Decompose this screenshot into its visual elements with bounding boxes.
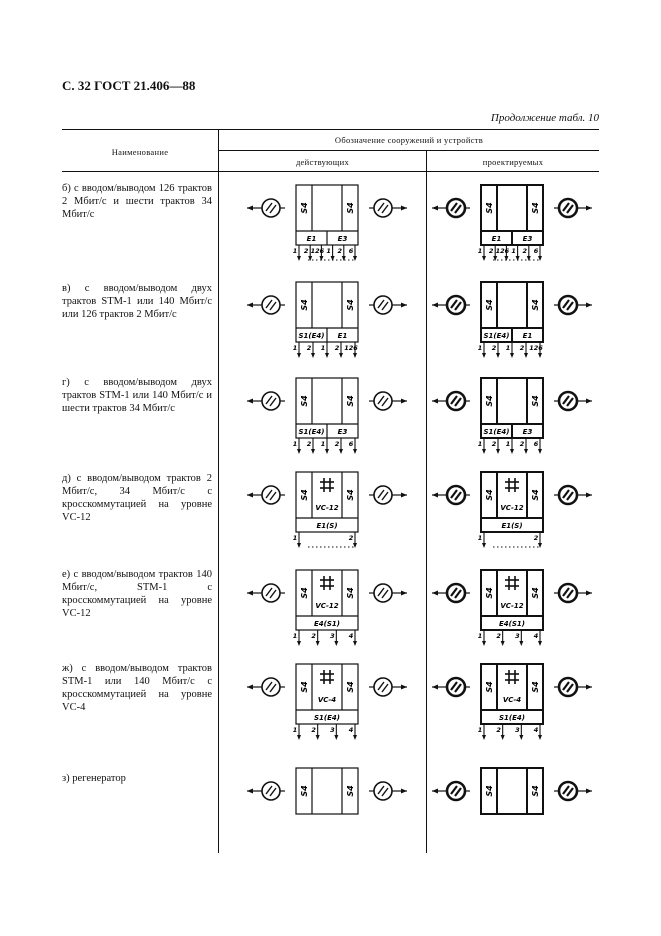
bottom-interface-label: E1(S) xyxy=(501,522,523,530)
side-label-east: S4 xyxy=(346,587,355,599)
designed-multiplexer-symbol xyxy=(421,570,621,665)
pin-number-label: 4 xyxy=(533,726,539,734)
row-name: б) с вводом/выводом 126 трактов 2 Мбит/с и шести трактов 34 Мбит/с xyxy=(62,183,212,220)
existing-multiplexer-symbol xyxy=(236,378,436,473)
pin-number-label: 1 xyxy=(292,440,298,448)
bottom-interface-label: S1(E4) xyxy=(314,714,340,722)
pin-number-label: 1 xyxy=(292,726,298,734)
bottom-interface-label: E1(S) xyxy=(316,522,338,530)
bottom-interface-label: E4(S1) xyxy=(314,620,340,628)
pin-number-label: 1 xyxy=(292,344,298,352)
regenerator-circle-icon xyxy=(262,296,280,314)
side-label-west: S4 xyxy=(485,489,494,501)
bottom-interface-left-label: S1(E4) xyxy=(483,428,510,436)
regenerator-circle-icon xyxy=(262,486,280,504)
cross-connect-level-label: VC-12 xyxy=(315,602,339,610)
pin-number-label: 2 xyxy=(306,440,312,448)
bottom-interface-right-label: E1 xyxy=(337,332,348,340)
bottom-interface-left-label: E1 xyxy=(306,235,317,243)
pin-number-label: 2 xyxy=(491,440,497,448)
row-name: з) регенератор xyxy=(62,773,126,784)
pin-number-label: 2 xyxy=(488,247,494,255)
regenerator-circle-icon xyxy=(374,296,392,314)
regenerator-circle-icon xyxy=(374,678,392,696)
side-label-east: S4 xyxy=(531,395,540,407)
side-label-east: S4 xyxy=(346,395,355,407)
side-label-west: S4 xyxy=(300,202,309,214)
pin-number-label: 2 xyxy=(306,344,312,352)
pin-number-label: 4 xyxy=(348,632,354,640)
pin-number-label: 1 xyxy=(505,440,511,448)
designed-multiplexer-symbol xyxy=(421,472,621,567)
regenerator-circle-icon xyxy=(262,678,280,696)
cross-connect-level-label: VC-12 xyxy=(315,504,339,512)
pin-number-label: 6 xyxy=(348,440,354,448)
pin-number-label: 2 xyxy=(337,247,343,255)
cross-connect-level-label: VC-12 xyxy=(500,602,524,610)
side-label-west: S4 xyxy=(485,785,494,797)
name-column-divider xyxy=(218,129,219,853)
cross-connect-level-label: VC-4 xyxy=(317,696,337,704)
pin-number-label: 2 xyxy=(496,726,501,734)
side-label-east: S4 xyxy=(346,681,355,693)
pin-number-label: 4 xyxy=(348,726,354,734)
pin-number-label: 3 xyxy=(515,632,520,640)
side-label-west: S4 xyxy=(300,681,309,693)
pin-number-label: 2 xyxy=(522,247,528,255)
pin-number-label: 1 xyxy=(292,632,298,640)
bottom-interface-right-label: E3 xyxy=(522,235,533,243)
pin-number-label: 1 xyxy=(477,440,483,448)
pin-number-label: 126 xyxy=(310,247,325,255)
designed-multiplexer-symbol xyxy=(421,378,621,473)
pin-number-label: 1 xyxy=(477,632,483,640)
row-name: в) с вводом/выводом двух трактов STM-1 или 140 Мбит/с или 126 трактов 2 Мбит/с xyxy=(62,283,212,320)
cross-connect-level-label: VC-12 xyxy=(500,504,524,512)
regenerator-circle-icon xyxy=(374,199,392,217)
pin-number-label: 2 xyxy=(496,632,501,640)
pin-number-label: 1 xyxy=(477,726,483,734)
designed-multiplexer-symbol xyxy=(421,282,621,377)
table-top-rule xyxy=(62,129,599,130)
pin-number-label: 1 xyxy=(477,247,483,255)
side-label-east: S4 xyxy=(531,681,540,693)
table-continuation-note: Продолжение табл. 10 xyxy=(490,112,599,124)
pin-number-label: 2 xyxy=(533,534,539,542)
side-label-east: S4 xyxy=(531,299,540,311)
regenerator-circle-icon xyxy=(559,584,577,602)
bottom-interface-right-label: E3 xyxy=(522,428,533,436)
regenerator-circle-icon xyxy=(559,392,577,410)
regenerator-circle-icon xyxy=(262,199,280,217)
designed-multiplexer-symbol xyxy=(421,768,621,863)
pin-number-label: 126 xyxy=(495,247,510,255)
column-header-designed: проектируемых xyxy=(482,157,544,167)
regenerator-circle-icon xyxy=(262,782,280,800)
row-name: г) с вводом/выводом двух трактов STM-1 или 140 Мбит/с и шести трактов 34 Мбит/с xyxy=(62,377,212,414)
row-name: ж) с вводом/выводом трактов STM-1 или 140 Мбит/с с кросскоммутацией на уровне VC-4 xyxy=(62,663,212,713)
cross-connect-level-label: VC-4 xyxy=(502,696,522,704)
regenerator-circle-icon xyxy=(559,486,577,504)
regenerator-circle-icon xyxy=(374,392,392,410)
regenerator-circle-icon xyxy=(559,782,577,800)
side-label-west: S4 xyxy=(485,299,494,311)
regenerator-circle-icon xyxy=(447,296,465,314)
side-label-east: S4 xyxy=(531,587,540,599)
pin-number-label: 1 xyxy=(292,247,298,255)
designed-multiplexer-symbol xyxy=(421,185,621,280)
pin-number-label: 1 xyxy=(320,344,326,352)
row-name: д) с вводом/выводом трактов 2 Мбит/с, 34 Мбит/с с кросскоммутацией на уровне VC-12 xyxy=(62,473,212,523)
regenerator-circle-icon xyxy=(447,199,465,217)
side-label-east: S4 xyxy=(531,785,540,797)
bottom-interface-right-label: E3 xyxy=(337,428,348,436)
bottom-interface-left-label: S1(E4) xyxy=(298,332,325,340)
pin-number-label: 2 xyxy=(491,344,497,352)
regenerator-circle-icon xyxy=(559,199,577,217)
side-label-west: S4 xyxy=(300,587,309,599)
pin-number-label: 126 xyxy=(344,344,358,352)
designed-multiplexer-symbol xyxy=(421,664,621,759)
bottom-interface-label: S1(E4) xyxy=(499,714,525,722)
existing-multiplexer-symbol xyxy=(236,185,436,280)
pin-number-label: 1 xyxy=(511,247,516,255)
regenerator-circle-icon xyxy=(374,486,392,504)
pin-number-label: 1 xyxy=(505,344,511,352)
header-bottom-rule xyxy=(62,171,599,172)
pin-number-label: 126 xyxy=(529,344,543,352)
side-label-west: S4 xyxy=(300,785,309,797)
regenerator-circle-icon xyxy=(447,486,465,504)
side-label-west: S4 xyxy=(485,587,494,599)
regenerator-circle-icon xyxy=(447,782,465,800)
pin-number-label: 3 xyxy=(330,726,335,734)
pin-number-label: 6 xyxy=(533,440,539,448)
regenerator-circle-icon xyxy=(374,782,392,800)
pin-number-label: 2 xyxy=(311,632,316,640)
pin-number-label: 2 xyxy=(334,344,340,352)
side-label-east: S4 xyxy=(346,299,355,311)
bottom-interface-right-label: E1 xyxy=(522,332,533,340)
bottom-interface-label: E4(S1) xyxy=(499,620,525,628)
pin-number-label: 1 xyxy=(320,440,326,448)
side-label-east: S4 xyxy=(346,785,355,797)
regenerator-circle-icon xyxy=(262,584,280,602)
regenerator-circle-icon xyxy=(447,678,465,696)
side-label-west: S4 xyxy=(485,202,494,214)
side-label-west: S4 xyxy=(485,681,494,693)
pin-number-label: 1 xyxy=(477,534,483,542)
regenerator-circle-icon xyxy=(559,678,577,696)
regenerator-circle-icon xyxy=(447,584,465,602)
regenerator-circle-icon xyxy=(559,296,577,314)
side-label-east: S4 xyxy=(531,489,540,501)
regenerator-circle-icon xyxy=(262,392,280,410)
side-label-east: S4 xyxy=(346,489,355,501)
pin-number-label: 6 xyxy=(533,247,539,255)
column-header-name: Наименование xyxy=(111,147,169,157)
pin-number-label: 1 xyxy=(477,344,483,352)
side-label-west: S4 xyxy=(300,299,309,311)
existing-multiplexer-symbol xyxy=(236,768,436,863)
pin-number-label: 1 xyxy=(292,534,298,542)
pin-number-label: 6 xyxy=(348,247,354,255)
side-label-east: S4 xyxy=(531,202,540,214)
pin-number-label: 2 xyxy=(519,440,525,448)
side-label-west: S4 xyxy=(485,395,494,407)
existing-multiplexer-symbol xyxy=(236,282,436,377)
pin-number-label: 2 xyxy=(334,440,340,448)
regenerator-circle-icon xyxy=(447,392,465,410)
existing-multiplexer-symbol xyxy=(236,570,436,665)
side-label-east: S4 xyxy=(346,202,355,214)
column-header-group: Обозначение сооружений и устройств xyxy=(334,135,484,145)
page-header: С. 32 ГОСТ 21.406—88 xyxy=(62,78,196,93)
pin-number-label: 2 xyxy=(519,344,525,352)
bottom-interface-left-label: S1(E4) xyxy=(483,332,510,340)
pin-number-label: 2 xyxy=(303,247,309,255)
bottom-interface-left-label: S1(E4) xyxy=(298,428,325,436)
existing-multiplexer-symbol xyxy=(236,664,436,759)
pin-number-label: 4 xyxy=(533,632,539,640)
header-sub-rule xyxy=(219,150,599,151)
side-label-west: S4 xyxy=(300,489,309,501)
bottom-interface-left-label: E1 xyxy=(491,235,502,243)
side-label-west: S4 xyxy=(300,395,309,407)
pin-number-label: 2 xyxy=(348,534,354,542)
column-header-existing: действующих xyxy=(295,157,350,167)
pin-number-label: 2 xyxy=(311,726,316,734)
existing-multiplexer-symbol xyxy=(236,472,436,567)
pin-number-label: 3 xyxy=(330,632,335,640)
pin-number-label: 1 xyxy=(326,247,331,255)
regenerator-circle-icon xyxy=(374,584,392,602)
bottom-interface-right-label: E3 xyxy=(337,235,348,243)
pin-number-label: 3 xyxy=(515,726,520,734)
row-name: е) с вводом/выводом трактов 140 Мбит/с, STM-1 с кросскоммутацией на уровне VC-12 xyxy=(62,569,212,619)
